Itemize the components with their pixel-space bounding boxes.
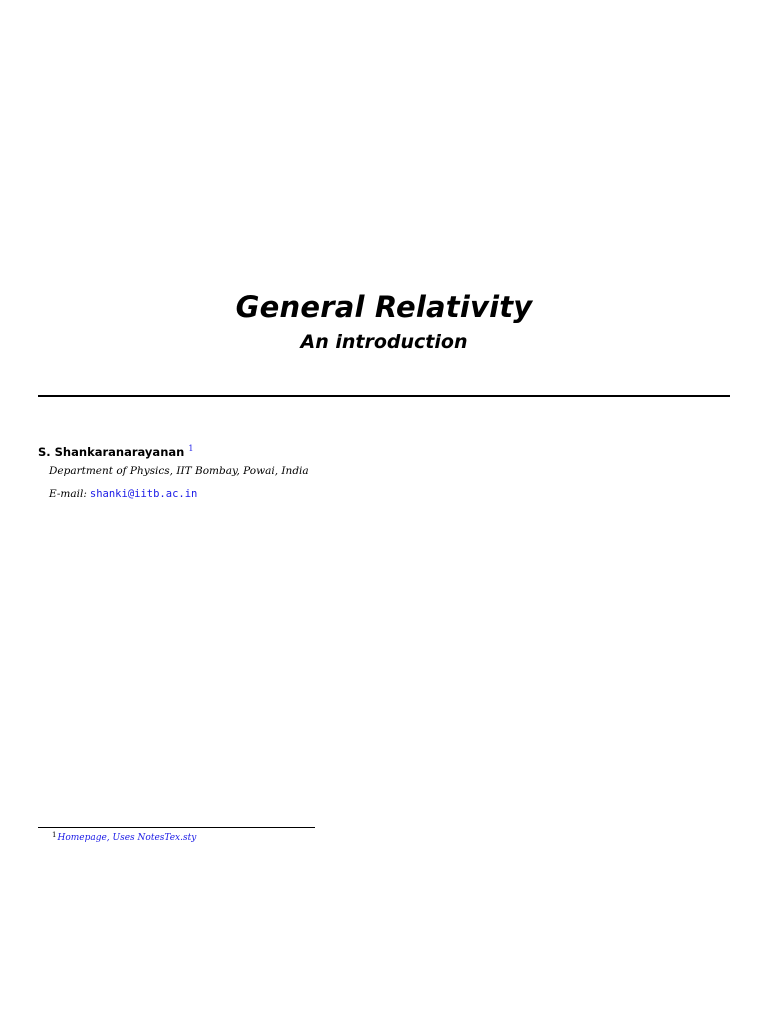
footnote-divider	[38, 827, 315, 828]
author-email-line	[49, 486, 197, 502]
footnote	[52, 829, 196, 845]
email-link[interactable]: shanki@iitb.ac.in	[89, 488, 198, 500]
footnote-link[interactable]: Homepage, Uses NotesTex.sty	[57, 833, 197, 843]
author-footnote-marker[interactable]: 1	[188, 444, 194, 453]
footnote-number: 1	[52, 831, 57, 839]
paper-title: General Relativity	[235, 290, 533, 324]
author-name: S. Shankaranarayanan	[38, 445, 185, 459]
author-line	[38, 440, 193, 461]
paper-subtitle: An introduction	[300, 331, 468, 353]
email-label: E-mail:	[49, 488, 87, 500]
author-affiliation: Department of Physics, IIT Bombay, Powai, India	[49, 465, 309, 477]
title-divider	[38, 395, 730, 397]
